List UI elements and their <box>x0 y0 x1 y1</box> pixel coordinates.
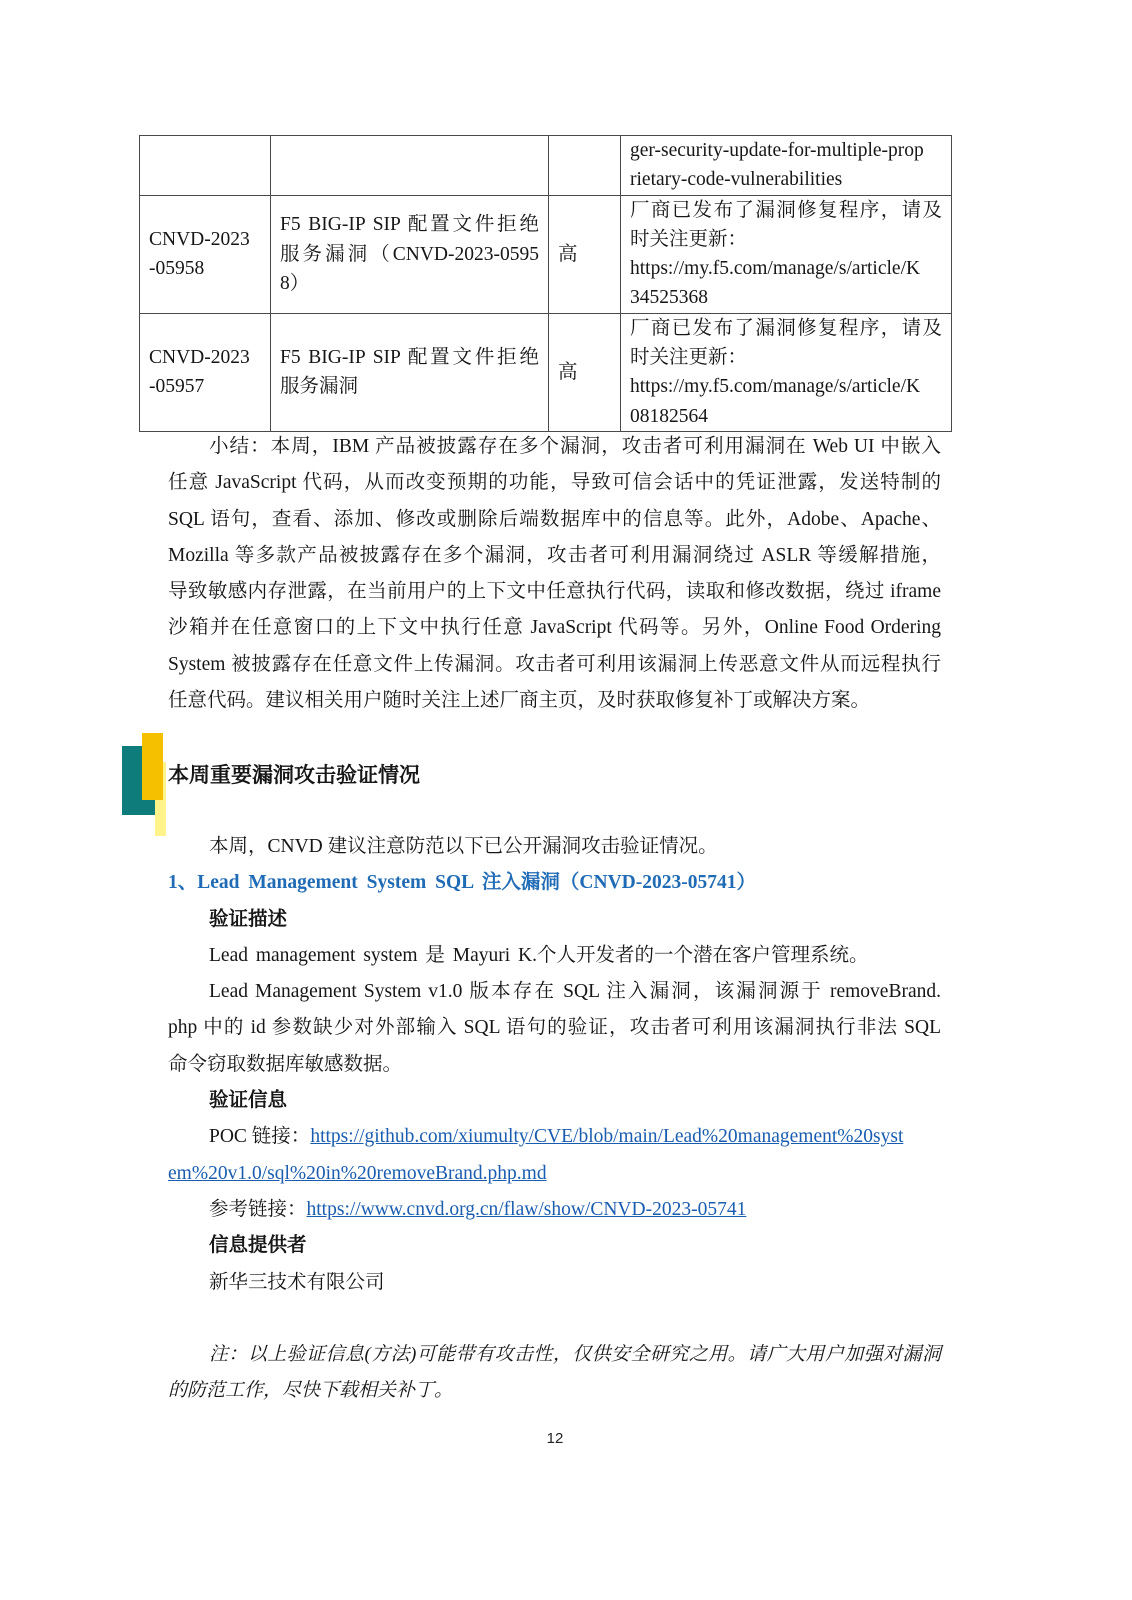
fix-line: 时关注更新： <box>630 228 748 250</box>
fix-line: 时关注更新： <box>630 347 748 369</box>
vuln-name-line: F5 BIG-IP SIP 配置文件拒绝 <box>280 347 539 369</box>
cell-severity <box>549 136 621 196</box>
poc-label: POC 链接： <box>209 1126 311 1148</box>
poc-line <box>168 1119 941 1155</box>
cell-fix <box>621 313 952 431</box>
summary-line: SQL 语句，查看、添加、修改或删除后端数据库中的信息等。此外，Adobe、Apache、 <box>168 508 941 530</box>
reference-label: 参考链接： <box>209 1198 307 1220</box>
poc-line-continued <box>168 1156 941 1192</box>
table-body <box>140 136 952 432</box>
note-line: 注：以上验证信息(方法)可能带有攻击性，仅供安全研究之用。请广大用户加强对漏洞 <box>209 1344 941 1366</box>
note-line: 的防范工作，尽快下载相关补丁。 <box>168 1380 454 1402</box>
cell-vuln-name <box>271 313 549 431</box>
summary-line: 沙箱并在任意窗口的上下文中执行任意 JavaScript 代码等。另外，Online Food Ordering <box>168 617 941 639</box>
vuln-name-line: F5 BIG-IP SIP 配置文件拒绝 <box>280 214 539 236</box>
fix-url-line: 08182564 <box>630 405 708 427</box>
vuln-name-line: 8） <box>280 272 310 294</box>
fix-url-line: https://my.f5.com/manage/s/article/K <box>630 258 921 280</box>
cell-cnvd-id <box>140 195 271 313</box>
table-row <box>140 195 952 313</box>
summary-line: 任意 JavaScript 代码，从而改变预期的功能，导致可信会话中的凭证泄露，发送特制的 <box>168 472 941 494</box>
section-marker-gold <box>142 733 163 800</box>
desc-line: php 中的 id 参数缺少对外部输入 SQL 语句的验证，攻击者可利用该漏洞执行非法 SQL <box>168 1017 941 1039</box>
desc-line: Lead Management System v1.0 版本存在 SQL 注入漏洞，该漏洞源于 removeBrand. <box>209 981 941 1003</box>
page-number: 12 <box>546 1430 564 1447</box>
cnvd-id-line: CNVD-2023 <box>149 347 250 369</box>
reference-line <box>168 1192 941 1228</box>
summary-paragraph <box>168 429 941 719</box>
provider-name: 新华三技术有限公司 <box>209 1271 385 1293</box>
severity-label: 高 <box>558 243 578 265</box>
fix-url-line: https://my.f5.com/manage/s/article/K <box>630 376 921 398</box>
reference-link[interactable]: https://www.cnvd.org.cn/flaw/show/CNVD-2023-05741 <box>306 1198 747 1220</box>
desc-line: Lead management system 是 Mayuri K.个人开发者的一个潜在客户管理系统。 <box>209 944 869 966</box>
info-heading: 验证信息 <box>209 1090 288 1112</box>
vuln-name-line: 服务漏洞（CNVD-2023-0595 <box>280 243 539 265</box>
desc-heading: 验证描述 <box>209 908 288 930</box>
cell-cnvd-id <box>140 313 271 431</box>
vulnerability-table <box>139 135 952 432</box>
cell-fix <box>621 136 952 196</box>
provider-heading: 信息提供者 <box>209 1235 307 1257</box>
cell-vuln-name <box>271 195 549 313</box>
fix-line: rietary-code-vulnerabilities <box>630 169 843 191</box>
table-row <box>140 313 952 431</box>
vuln-name-line: 服务漏洞 <box>280 376 359 398</box>
summary-line: System 被披露存在任意文件上传漏洞。攻击者可利用该漏洞上传恶意文件从而远程执行 <box>168 653 941 675</box>
blank-line <box>168 1301 941 1337</box>
cell-vuln-name <box>271 136 549 196</box>
vuln-item-title: 1、Lead Management System SQL 注入漏洞（CNVD-2023-05741） <box>168 872 756 894</box>
cnvd-id-line: CNVD-2023 <box>149 228 250 250</box>
cell-cnvd-id <box>140 136 271 196</box>
severity-label: 高 <box>558 361 578 383</box>
section-body <box>168 829 941 1410</box>
poc-link-continued[interactable]: em%20v1.0/sql%20in%20removeBrand.php.md <box>168 1162 547 1184</box>
section-heading: 本周重要漏洞攻击验证情况 <box>168 763 420 787</box>
summary-line: 小结：本周，IBM 产品被披露存在多个漏洞，攻击者可利用漏洞在 Web UI 中嵌入 <box>209 436 941 457</box>
cell-severity <box>549 195 621 313</box>
table-row <box>140 136 952 196</box>
fix-line: ger-security-update-for-multiple-prop <box>630 140 924 161</box>
fix-url-line: 34525368 <box>630 287 708 309</box>
cell-fix <box>621 195 952 313</box>
summary-line: 导致敏感内存泄露，在当前用户的上下文中任意执行代码，读取和修改数据，绕过 iframe <box>168 581 941 603</box>
poc-link[interactable]: https://github.com/xiumulty/CVE/blob/main/Lead%20management%20syst <box>310 1126 904 1148</box>
cell-severity <box>549 313 621 431</box>
section-intro: 本周，CNVD 建议注意防范以下已公开漏洞攻击验证情况。 <box>209 836 718 857</box>
cnvd-id-line: -05958 <box>149 258 205 280</box>
summary-line: 任意代码。建议相关用户随时关注上述厂商主页，及时获取修复补丁或解决方案。 <box>168 690 871 712</box>
summary-line: Mozilla 等多款产品被披露存在多个漏洞，攻击者可利用漏洞绕过 ASLR 等缓解措施， <box>168 544 941 566</box>
fix-line: 厂商已发布了漏洞修复程序，请及 <box>630 199 942 221</box>
desc-line: 命令窃取数据库敏感数据。 <box>168 1053 403 1075</box>
fix-line: 厂商已发布了漏洞修复程序，请及 <box>630 317 942 339</box>
cnvd-id-line: -05957 <box>149 376 205 398</box>
